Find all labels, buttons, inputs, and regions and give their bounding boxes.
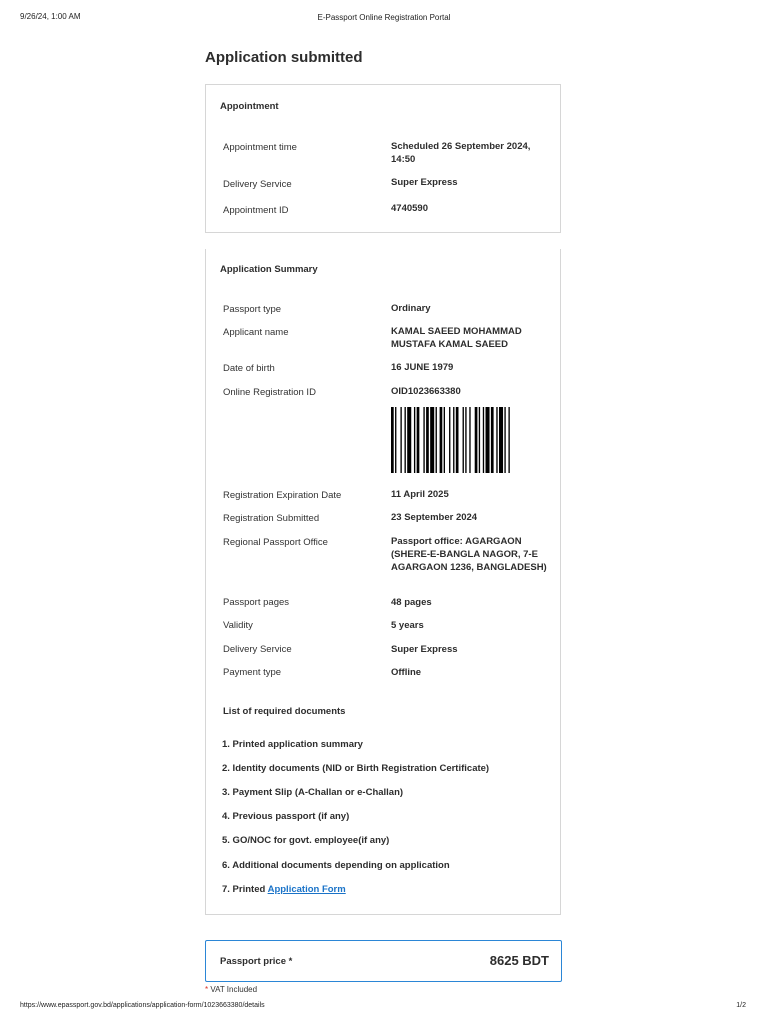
required-documents-heading: List of required documents bbox=[223, 706, 346, 717]
passport-price-label: Passport price * bbox=[220, 956, 293, 967]
barcode-bar bbox=[456, 407, 459, 473]
print-page-number: 1/2 bbox=[736, 1002, 746, 1009]
barcode-bar bbox=[430, 407, 434, 473]
barcode-bar bbox=[407, 407, 411, 473]
page-title: Application submitted bbox=[205, 49, 363, 66]
print-page-title: E-Passport Online Registration Portal bbox=[317, 13, 451, 22]
print-footer-url: https://www.epassport.gov.bd/applications/application-form/1023663380/details bbox=[20, 1002, 265, 1009]
appointment-card bbox=[205, 84, 561, 233]
appointment-time-label: Appointment time bbox=[223, 142, 297, 153]
applicant-name-value: KAMAL SAEED MOHAMMAD MUSTAFA KAMAL SAEED bbox=[391, 326, 522, 350]
document-item: 2. Identity documents (NID or Birth Registration Certificate) bbox=[222, 763, 490, 774]
appointment-time-value: Scheduled 26 September 2024, 14:50 bbox=[391, 141, 531, 165]
registration-barcode bbox=[391, 407, 576, 473]
barcode-bar bbox=[391, 407, 394, 473]
summary-delivery-service-value: Super Express bbox=[391, 644, 458, 655]
barcode-bar bbox=[449, 407, 450, 473]
barcode-bar bbox=[465, 407, 466, 473]
passport-price-value: 8625 BDT bbox=[489, 953, 549, 968]
application-form-link[interactable]: Application Form bbox=[267, 884, 346, 895]
barcode-bar bbox=[400, 407, 401, 473]
date-of-birth-label: Date of birth bbox=[223, 363, 275, 374]
passport-pages-label: Passport pages bbox=[223, 597, 290, 608]
barcode-bar bbox=[508, 407, 509, 473]
vat-note-text: VAT Included bbox=[210, 985, 258, 994]
passport-office-label: Regional Passport Office bbox=[223, 537, 328, 548]
date-of-birth-value: 16 JUNE 1979 bbox=[391, 362, 454, 373]
registration-id-label: Online Registration ID bbox=[223, 387, 316, 398]
barcode-bar bbox=[423, 407, 424, 473]
barcode-bar bbox=[414, 407, 415, 473]
summary-heading: Application Summary bbox=[220, 264, 318, 275]
barcode-bar bbox=[426, 407, 429, 473]
document-item: 1. Printed application summary bbox=[222, 739, 363, 750]
barcode-bar bbox=[417, 407, 420, 473]
barcode-bar bbox=[453, 407, 454, 473]
barcode-bar bbox=[496, 407, 497, 473]
applicant-name-label: Applicant name bbox=[223, 327, 289, 338]
passport-office-value: Passport office: AGARGAON (SHERE-E-BANGLA NAGOR, 7-E AGARGAON 1236, BANGLADESH) bbox=[391, 536, 547, 573]
summary-delivery-service-label: Delivery Service bbox=[223, 644, 292, 655]
barcode-bar bbox=[444, 407, 445, 473]
document-item: 5. GO/NOC for govt. employee(if any) bbox=[222, 835, 390, 846]
barcode-bar bbox=[405, 407, 406, 473]
registration-submitted-label: Registration Submitted bbox=[223, 513, 320, 524]
delivery-service-label: Delivery Service bbox=[223, 179, 292, 190]
document-item-prefix: 7. Printed bbox=[222, 884, 266, 895]
application-summary-card bbox=[205, 249, 561, 915]
passport-type-value: Ordinary bbox=[391, 303, 431, 314]
vat-note bbox=[205, 985, 257, 994]
print-datetime: 9/26/24, 1:00 AM bbox=[20, 12, 81, 21]
payment-type-value: Offline bbox=[391, 667, 422, 678]
expiration-date-value: 11 April 2025 bbox=[391, 489, 449, 500]
validity-value: 5 years bbox=[391, 620, 424, 631]
barcode-bar bbox=[504, 407, 505, 473]
document-item: 3. Payment Slip (A-Challan or e-Challan) bbox=[222, 787, 404, 798]
validity-label: Validity bbox=[223, 620, 253, 631]
barcode-bar bbox=[491, 407, 494, 473]
passport-price-box bbox=[205, 940, 562, 982]
document-item-application-form bbox=[222, 884, 346, 895]
barcode-bar bbox=[469, 407, 470, 473]
appointment-id-value: 4740590 bbox=[391, 203, 428, 214]
delivery-service-value: Super Express bbox=[391, 177, 458, 188]
expiration-date-label: Registration Expiration Date bbox=[223, 490, 342, 501]
registration-id-value: OID1023663380 bbox=[391, 386, 461, 397]
barcode-bar bbox=[395, 407, 396, 473]
required-star: * bbox=[205, 985, 209, 994]
appointment-heading: Appointment bbox=[220, 101, 279, 112]
passport-type-label: Passport type bbox=[223, 304, 282, 315]
registration-submitted-value: 23 September 2024 bbox=[391, 512, 478, 523]
barcode-bar bbox=[463, 407, 464, 473]
barcode-bar bbox=[479, 407, 480, 473]
barcode-bar bbox=[436, 407, 437, 473]
barcode-bar bbox=[499, 407, 503, 473]
barcode-bar bbox=[483, 407, 484, 473]
barcode-bar bbox=[486, 407, 490, 473]
appointment-id-label: Appointment ID bbox=[223, 205, 289, 216]
document-item: 6. Additional documents depending on application bbox=[222, 860, 450, 871]
payment-type-label: Payment type bbox=[223, 667, 282, 678]
passport-pages-value: 48 pages bbox=[391, 597, 432, 608]
barcode-bar bbox=[475, 407, 478, 473]
barcode-bar bbox=[440, 407, 443, 473]
document-item: 4. Previous passport (if any) bbox=[222, 811, 350, 822]
